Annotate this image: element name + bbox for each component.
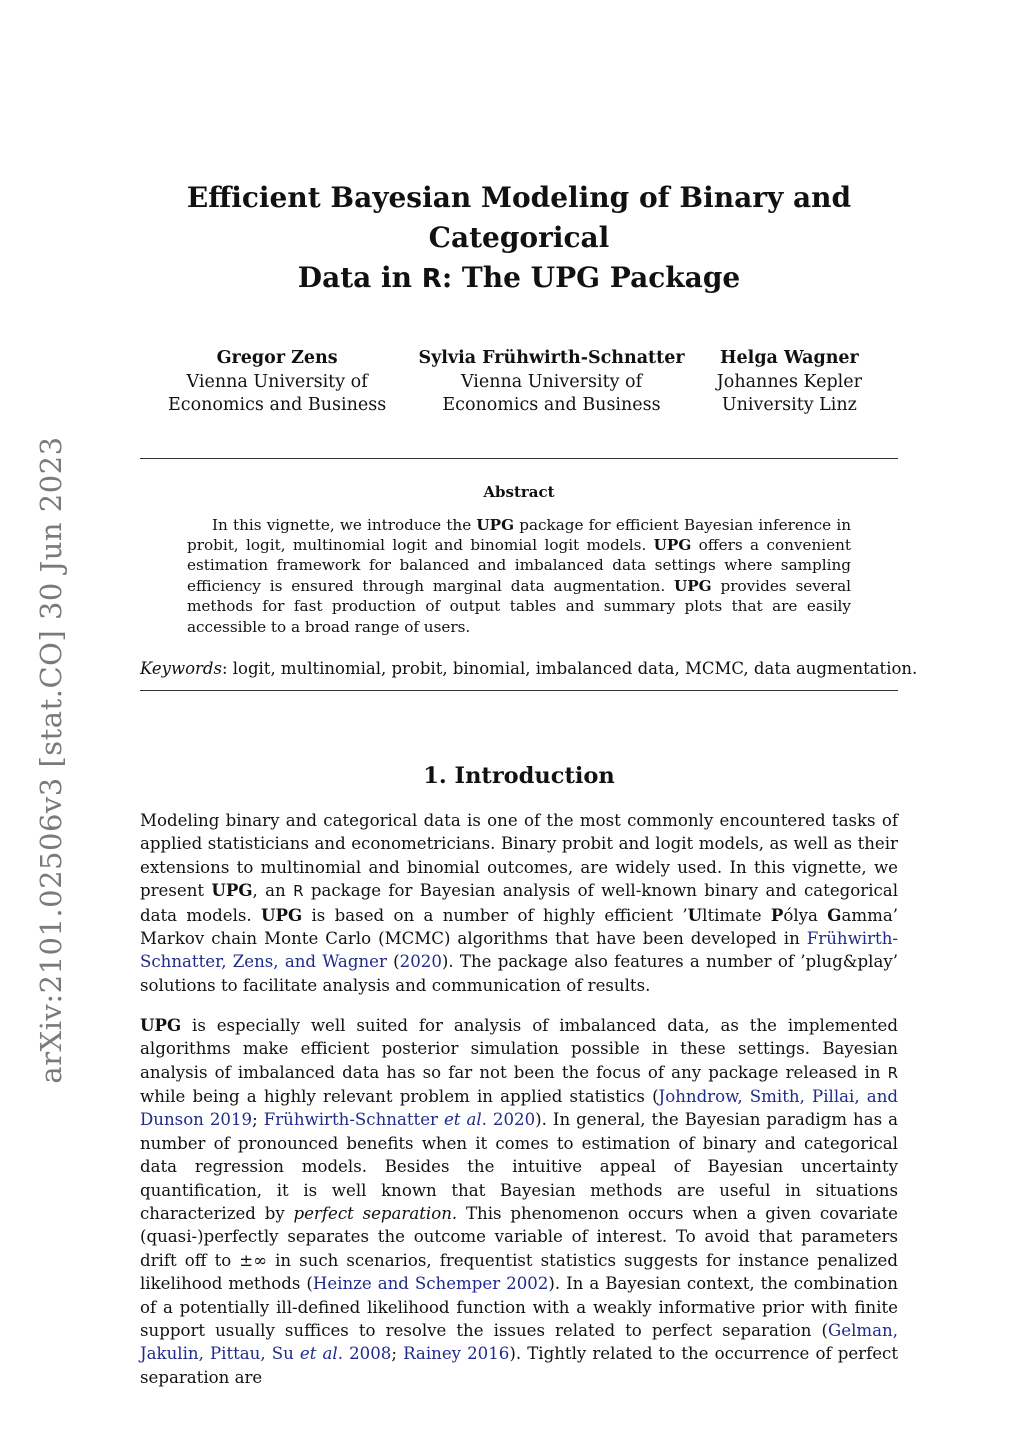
paragraph-text: ). In general, the Bayesian paradigm has a number of pronounced benefits when it comes to estimation of binary and categorical data regression models. Besides the intuitive appeal of Bayesian uncertainty quantification, it is well known that Bayesian methods are useful in situations characterized by	[140, 1110, 898, 1224]
acronym-letter: G	[827, 904, 842, 925]
author-affiliation: Vienna University of	[186, 371, 368, 392]
intro-paragraph-2	[140, 1014, 898, 1390]
abstract-sentence: offers a convenient estimation framework for balanced and imbalanced data settings where sampling efficiency is ensured through marginal data augmentation.	[187, 535, 851, 595]
paragraph-text: (	[386, 952, 400, 972]
title-line-1: Efficient Bayesian Modeling of Binary and Categorical	[186, 181, 852, 254]
keywords-line	[140, 658, 918, 680]
paragraph-text: package for Bayesian analysis of well-known binary and categorical data models.	[140, 881, 899, 925]
abstract-text	[187, 515, 851, 637]
paragraph-text: ). The package also features a number of ’plug&play’ solutions to facilitate analysis and communication of results.	[140, 952, 899, 995]
package-name: UPG	[211, 880, 253, 901]
citation-etal: et al	[299, 1344, 338, 1364]
abstract-sentence: provides several methods for fast production of output tables and summary plots that are easily accessible to a broad range of users.	[187, 576, 851, 636]
citation-authors: Gelman, Jakulin, Pittau, Su	[140, 1321, 898, 1364]
author-block	[168, 347, 386, 418]
author-name: Sylvia Frühwirth-Schnatter	[418, 348, 685, 368]
citation-year: . 2020	[481, 1110, 536, 1130]
section-heading: 1. Introduction	[423, 762, 615, 789]
author-affiliation: Economics and Business	[168, 395, 387, 415]
title-line-2	[140, 258, 898, 299]
citation-year: . 2008	[337, 1344, 392, 1364]
arxiv-sidebar	[28, 436, 74, 1084]
author-list	[140, 347, 898, 418]
acronym-letter: U	[687, 904, 703, 925]
package-name: UPG	[674, 576, 712, 595]
paragraph-text: Modeling binary and categorical data is one of the most commonly encountered tasks of applied statisticians and econometricians. Binary probit and logit models, as well as their extensions to multinomial and binomial outcomes, are widely used. In this vignette, we present	[140, 810, 898, 901]
paper-title	[140, 178, 898, 299]
citation-year-link[interactable]: 2020	[399, 952, 442, 972]
arxiv-stamp: arXiv:2101.02506v3 [stat.CO] 30 Jun 2023	[34, 436, 68, 1084]
citation-authors: Frühwirth-Schnatter	[263, 1110, 444, 1130]
paragraph-text: while being a highly relevant problem in applied statistics (	[140, 1087, 659, 1106]
paragraph-text: ). Tightly related to the occurrence of perfect separation are	[140, 1344, 899, 1387]
paragraph-text: ). In a Bayesian context, the combination of a potentially ill-defined likelihood function with a weakly informative prior with finite support usually suffices to resolve the issues related to perfect separation (	[140, 1274, 898, 1341]
abstract-sentence: In this vignette, we introduce the	[212, 515, 477, 534]
citation-link[interactable]: Rainey 2016	[403, 1344, 510, 1364]
paragraph-text: ltimate	[702, 905, 771, 925]
citation-etal: et al	[443, 1110, 482, 1130]
paragraph-text: This phenomenon occurs when a given covariate (quasi-)perfectly separates the outcome variable of interest. To avoid that parameters drift off to ±∞ in such scenarios, frequentist statistics suggests for instance penalized likelihood methods (	[140, 1204, 898, 1294]
acronym-letter: P	[770, 904, 784, 925]
author-block	[418, 347, 684, 418]
package-name: UPG	[261, 904, 303, 925]
abstract-sentence: package for efficient Bayesian inference in probit, logit, multinomial logit and binomial logit models.	[187, 515, 851, 554]
author-affiliation: Johannes Kepler	[716, 371, 862, 392]
intro-paragraph-1	[140, 809, 898, 997]
r-language-name: R	[293, 882, 304, 901]
title-line-2-end: : The UPG Package	[441, 261, 741, 294]
package-name: UPG	[653, 535, 692, 554]
author-affiliation: Vienna University of	[460, 371, 643, 392]
paragraph-text: , an	[252, 881, 294, 901]
paragraph-text: ;	[391, 1344, 404, 1364]
author-name: Helga Wagner	[720, 348, 859, 368]
citation-link[interactable]: Heinze and Schemper 2002	[312, 1274, 549, 1294]
paragraph-text: is based on a number of highly efficient ’	[302, 905, 688, 925]
abstract-bottom-rule	[140, 690, 898, 691]
citation-link[interactable]: Johndrow, Smith, Pillai, and Dunson 2019	[140, 1087, 898, 1130]
paragraph-text: is especially well suited for analysis of imbalanced data, as the implemented algorithms make efficient posterior simulation possible in these settings. Bayesian analysis of imbalanced data has so far not been the focus of any package released in	[140, 1015, 898, 1082]
citation-link[interactable]	[264, 1110, 535, 1129]
author-name: Gregor Zens	[216, 348, 338, 368]
emphasis-text: perfect separation.	[293, 1204, 458, 1224]
author-affiliation: Economics and Business	[442, 395, 661, 415]
abstract-top-rule	[140, 458, 898, 459]
package-name: UPG	[476, 515, 515, 534]
package-name: UPG	[140, 1014, 182, 1035]
r-language-name: R	[887, 1063, 898, 1082]
keywords-label: Keywords	[140, 658, 222, 678]
paragraph-text: ;	[252, 1110, 264, 1130]
paragraph-text: amma’ Markov chain Monte Carlo (MCMC) algorithms that have been developed in	[140, 905, 898, 948]
author-block	[717, 347, 862, 418]
keywords-text: : logit, multinomial, probit, binomial, imbalanced data, MCMC, data augmentation.	[221, 658, 918, 678]
r-language-name: R	[421, 264, 442, 294]
author-affiliation: University Linz	[721, 395, 857, 415]
title-line-2-start: Data in	[297, 261, 422, 294]
paragraph-text: ólya	[783, 905, 828, 925]
citation-link[interactable]: Frühwirth-Schnatter, Zens, and Wagner	[140, 928, 898, 972]
paper-page	[140, 0, 918, 1406]
abstract-heading: Abstract	[483, 482, 555, 501]
